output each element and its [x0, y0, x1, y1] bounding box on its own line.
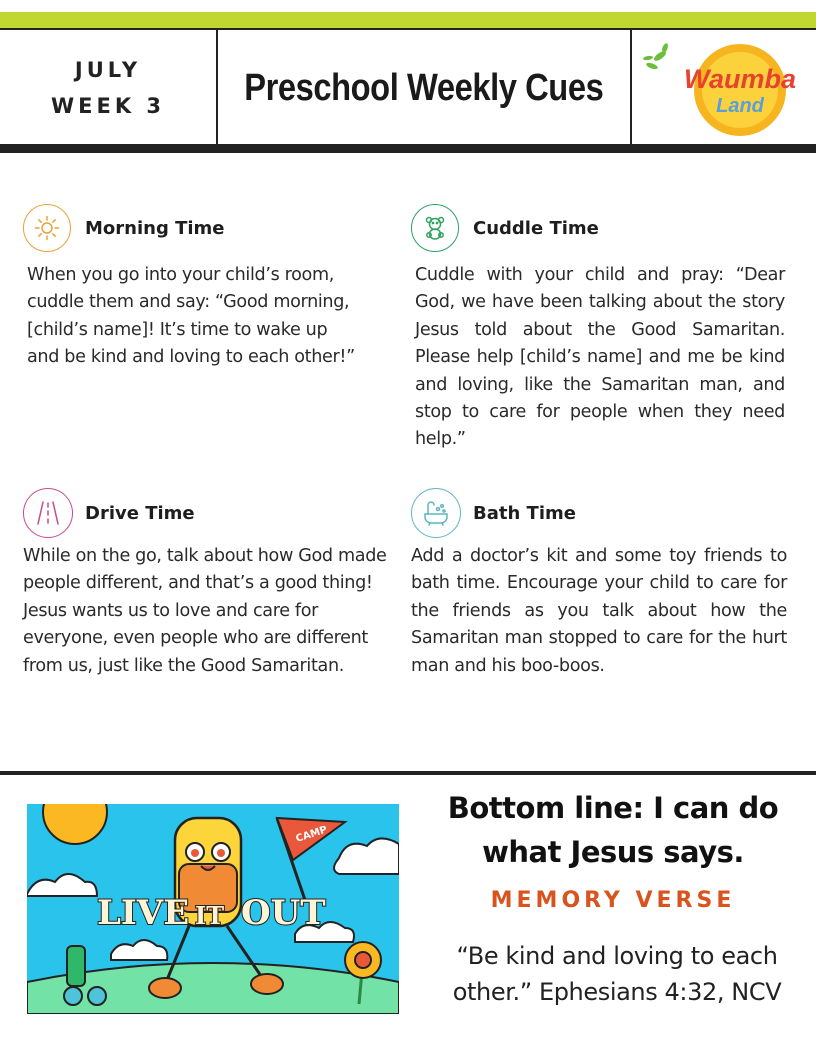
header-rule — [0, 146, 816, 153]
week-label: WEEK 3 — [50, 94, 166, 118]
memory-verse-label: MEMORY VERSE — [490, 888, 736, 913]
title-block — [218, 30, 630, 146]
section-title: Cuddle Time — [473, 217, 599, 239]
section-title: Drive Time — [85, 502, 195, 524]
section-title: Bath Time — [473, 502, 576, 524]
header — [0, 28, 816, 146]
section-heading — [23, 487, 195, 539]
waumba-land-logo — [632, 30, 816, 146]
road-icon — [23, 488, 73, 538]
bottom-line: Bottom line: I can do what Jesus says. — [447, 791, 779, 869]
live-it-out-poster — [27, 804, 399, 1014]
teddy-bear-icon — [411, 204, 459, 252]
section-divider — [0, 771, 816, 775]
section-text: When you go into your child’s room, cuddle them and say: “Good morning, [child’s name]! It’s time to wake up and be kind and loving to each other!” — [27, 265, 355, 368]
accent-bar — [0, 12, 816, 28]
logo-text-bottom: Land — [716, 95, 764, 117]
date-block — [0, 30, 216, 146]
poster-illustration — [27, 804, 399, 1014]
svg-text:LIVE: LIVE — [97, 893, 190, 933]
bathtub-icon — [411, 488, 461, 538]
section-heading — [411, 202, 599, 254]
logo-text-top: Waumba — [683, 64, 797, 94]
logo-leaves — [643, 42, 669, 70]
section-title: Morning Time — [85, 217, 225, 239]
memory-verse-text: “Be kind and loving to each other.” Ephesians 4:32, NCV — [452, 942, 782, 1006]
svg-text:IT: IT — [195, 901, 225, 930]
svg-text:OUT: OUT — [241, 893, 326, 933]
sun-icon — [23, 204, 71, 252]
page-title: Preschool Weekly Cues — [244, 66, 604, 109]
section-text: Add a doctor’s kit and some toy friends to bath time. Encourage your child to care for the friends as you talk about how the Samaritan man stopped to care for the hurt man and his boo-boos. — [411, 546, 787, 676]
section-text: Cuddle with your child and pray: “Dear God, we have been talking about the story Jesus told about the Good Samaritan. Please help [child’s name] and me be kind and loving, like the Samaritan man, and stop to care for people when they need help.” — [415, 265, 785, 450]
section-text: While on the go, talk about how God made people different, and that’s a good thing! Jesus wants us to love and care for everyone, even people who are different from us, just like the Good Samaritan. — [23, 546, 387, 676]
flag-text: CAMP — [294, 824, 329, 845]
section-heading — [23, 202, 225, 254]
logo-graphic — [632, 30, 816, 146]
section-heading — [411, 487, 576, 539]
month-label: JULY — [74, 58, 142, 82]
